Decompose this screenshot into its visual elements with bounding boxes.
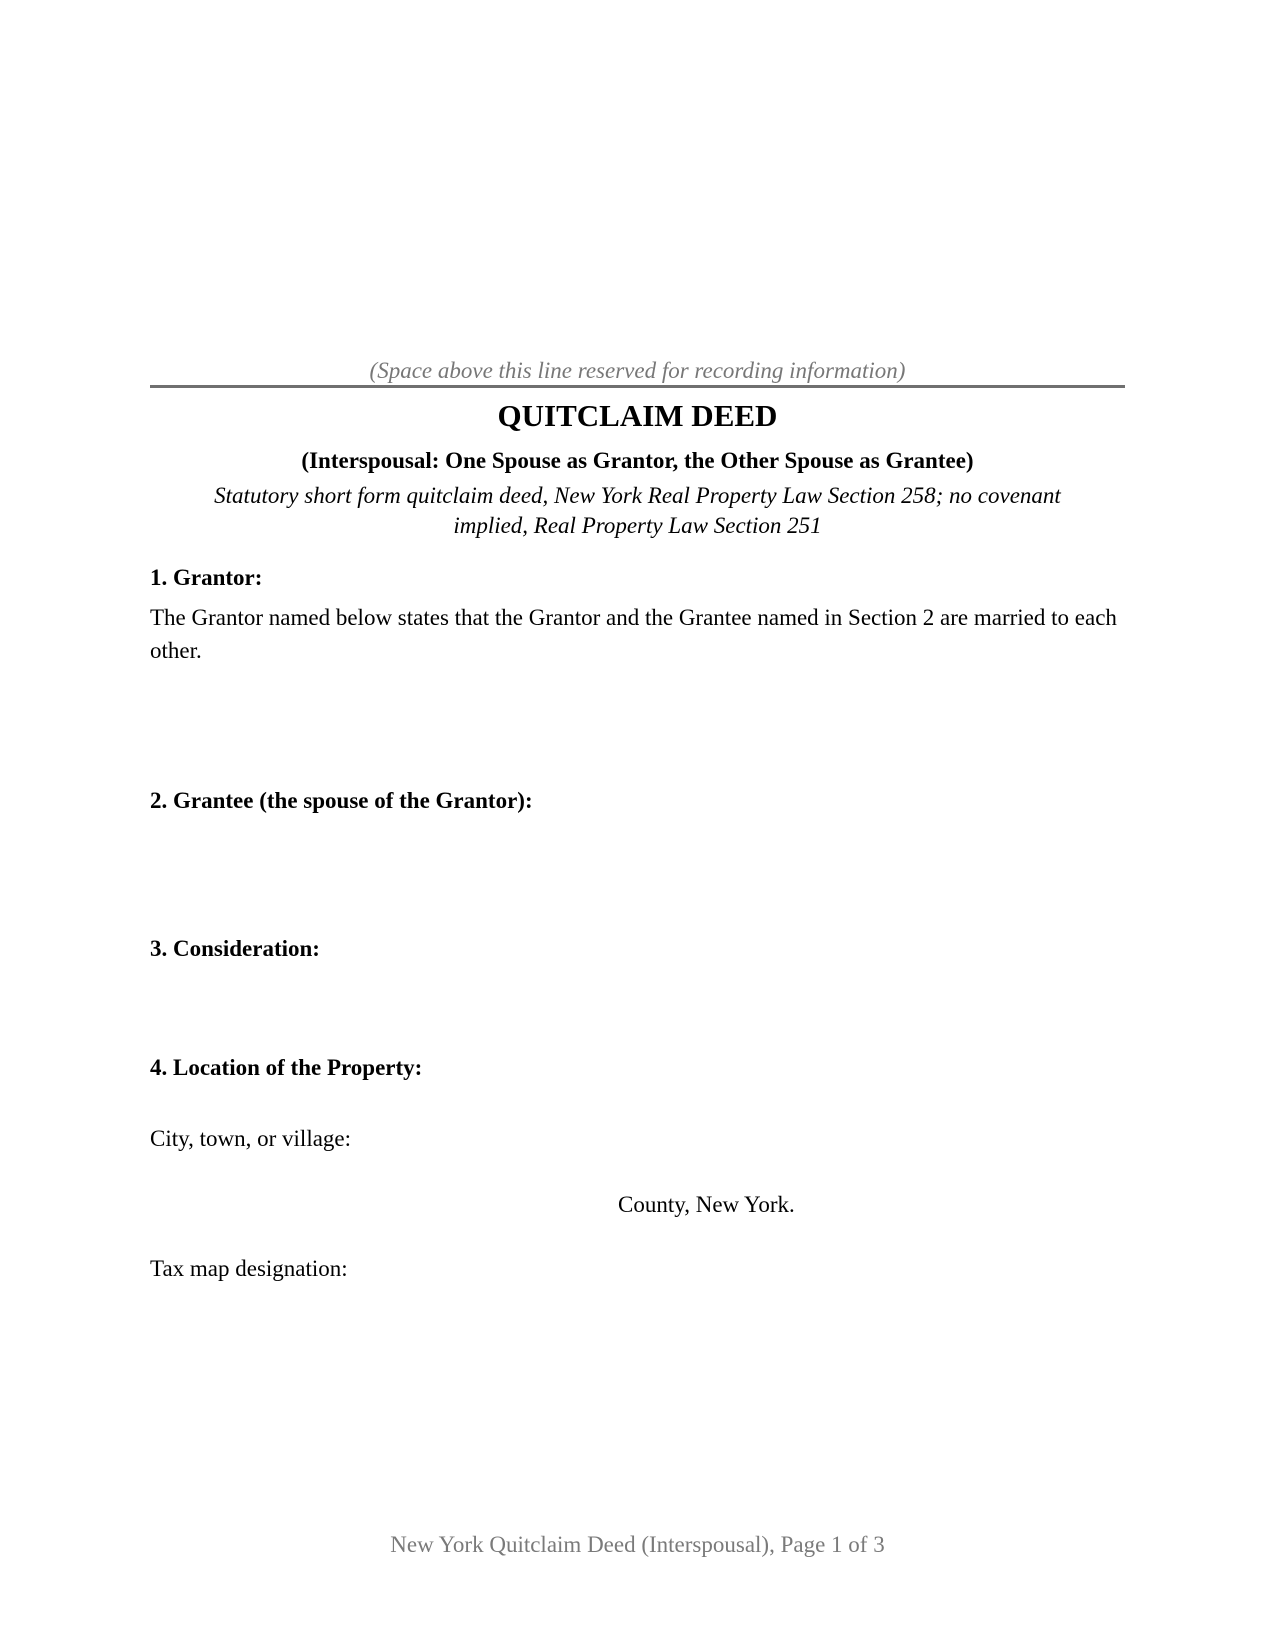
page-footer: New York Quitclaim Deed (Interspousal), Page 1 of 3 <box>390 1532 885 1557</box>
grantor-statement: The Grantor named below states that the Grantor and the Grantee named in Section 2 are married to each other. <box>150 605 1117 663</box>
document-title: QUITCLAIM DEED <box>497 398 778 433</box>
tax-map-designation-label: Tax map designation: <box>150 1256 348 1281</box>
statute-line-2: implied, Real Property Law Section 251 <box>453 513 822 538</box>
grantor-heading: 1. Grantor: <box>150 565 263 590</box>
document-subtitle: (Interspousal: One Spouse as Grantor, the Other Spouse as Grantee) <box>301 448 974 473</box>
recording-reserved-note: (Space above this line reserved for recording information) <box>369 358 906 383</box>
consideration-heading: 3. Consideration: <box>150 936 320 961</box>
location-heading: 4. Location of the Property: <box>150 1055 423 1080</box>
county-label: County, New York. <box>618 1192 795 1217</box>
statute-reference <box>150 481 1125 541</box>
recording-divider-line <box>150 385 1125 388</box>
statute-line-1: Statutory short form quitclaim deed, New York Real Property Law Section 258; no covenant <box>214 483 1061 508</box>
grantee-heading: 2. Grantee (the spouse of the Grantor): <box>150 788 533 813</box>
city-town-village-label: City, town, or village: <box>150 1126 352 1151</box>
